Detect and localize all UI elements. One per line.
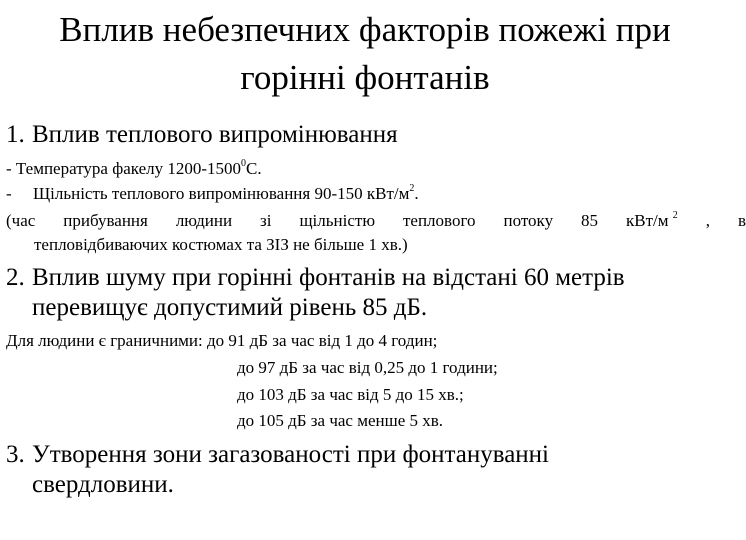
note-word: прибування — [63, 211, 148, 230]
section-2-heading-line-2: перевищує допустимий рівень 85 дБ. — [32, 294, 428, 321]
section-3-heading — [6, 440, 549, 500]
section-2-number: 2. — [6, 264, 25, 291]
note-unit: кВт/м — [626, 211, 669, 230]
note-word: (час — [6, 211, 36, 230]
noise-limit-103: до 103 дБ за час від 5 до 15 хв.; — [237, 385, 464, 404]
temperature-unit: С. — [246, 159, 262, 178]
radiation-unit-sup: 2 — [409, 183, 415, 194]
section-1-heading-text: Вплив теплового випромінювання — [32, 121, 398, 148]
note-word: щільністю — [299, 211, 376, 230]
temperature-degree-sup: 0 — [241, 158, 247, 169]
note-word: людини — [175, 211, 233, 230]
section-1-number: 1. — [6, 121, 25, 148]
slide-title-line-1: Вплив небезпечних факторів пожежі при — [59, 10, 671, 49]
section-3-heading-line-1: Утворення зони загазованості при фонтануванні — [32, 441, 550, 468]
section-1-note-line-2: тепловідбиваючих костюмах та ЗІЗ не більше 1 хв.) — [34, 235, 408, 254]
note-word: зі — [260, 211, 272, 230]
section-2-heading — [6, 263, 625, 323]
slide-title-line-2: горінні фонтанів — [240, 58, 490, 97]
note-word: теплового — [402, 211, 476, 230]
radiation-dash: - — [6, 184, 12, 203]
note-word: в — [737, 211, 746, 230]
section-2-heading-line-1: Вплив шуму при горінні фонтанів на відстані 60 метрів — [32, 264, 625, 291]
temperature-text: - Температура факелу 1200-1500 — [6, 159, 242, 178]
section-1-heading — [6, 120, 398, 150]
noise-limit-97: до 97 дБ за час від 0,25 до 1 години; — [237, 358, 498, 377]
noise-limits-intro: Для людини є граничними: до 91 дБ за час від 1 до 4 годин; — [6, 331, 438, 350]
note-word: потоку — [503, 211, 554, 230]
section-1-bullet-radiation-density — [6, 183, 419, 205]
section-3-number: 3. — [6, 441, 25, 468]
slide-title — [20, 6, 710, 102]
radiation-period: . — [414, 184, 419, 203]
noise-limit-105: до 105 дБ за час менше 5 хв. — [237, 411, 444, 430]
note-word: 85 — [581, 211, 599, 230]
section-3-heading-line-2: свердловини. — [32, 471, 174, 498]
section-1-bullet-temperature — [6, 158, 262, 180]
section-1-note-line-1 — [6, 210, 746, 232]
note-word: , — [705, 211, 710, 230]
note-word — [626, 210, 678, 232]
radiation-text: Щільність теплового випромінювання 90-150 кВт/м — [33, 184, 410, 203]
note-unit-sup: 2 — [672, 210, 678, 221]
